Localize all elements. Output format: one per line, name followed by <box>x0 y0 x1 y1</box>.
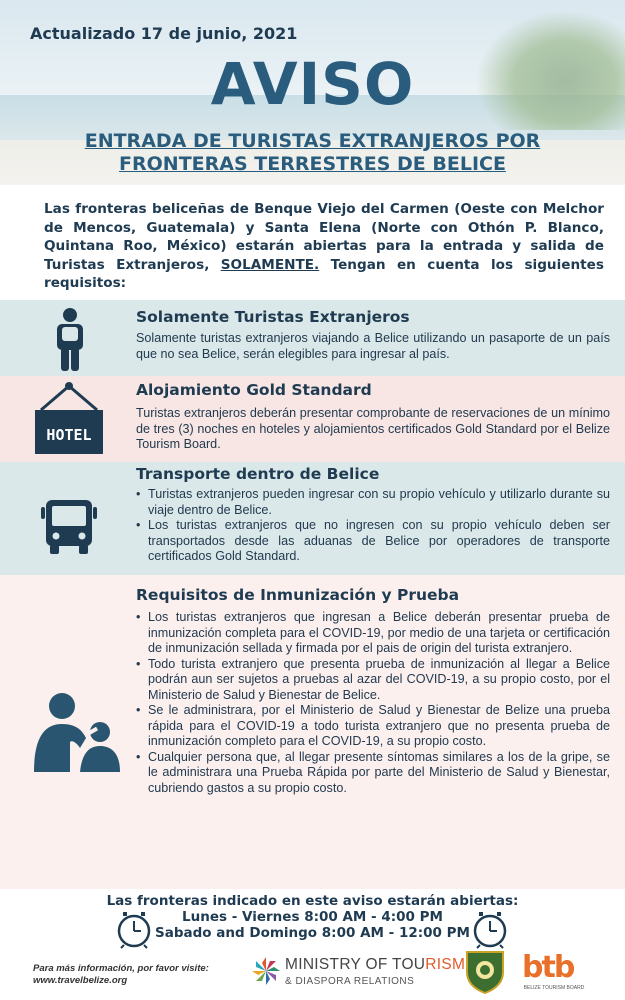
immunization-bullets <box>136 610 610 796</box>
intro-emphasis: SOLAMENTE. <box>220 256 320 273</box>
list-item: • Los turistas extranjeros que ingresan a Belice deberán presentar prueba de inmunización completa para el COVID-19, por medio de una tarjeta or certificación de inmunización sellada y firmada por el pais de origin del turista extranjero. <box>136 610 610 657</box>
ministry-logo-icon <box>250 955 282 987</box>
list-item: • Se le administrara, por el Ministerio de Salud y Bienestar de Belize una prueba rápida para el COVID-19 a todo turista extranjero que no presenta prueba de inmunización completo para el COVID-19, a su propio costo. <box>136 703 610 750</box>
more-info <box>33 963 209 987</box>
tourist-icon <box>48 306 92 372</box>
section-text-tourists: Solamente turistas extranjeros viajando a Belice utilizando un pasaporte de un país que no sea Belice, serán elegibles para ingresar al país. <box>136 331 610 361</box>
page-subtitle <box>0 130 625 176</box>
hotel-sign-icon <box>33 380 105 458</box>
btb-name: BELIZE TOURISM BOARD <box>523 985 585 991</box>
government-seal-icon <box>465 950 505 994</box>
clock-icon <box>116 911 152 949</box>
section-title-tourists: Solamente Turistas Extranjeros <box>136 308 410 326</box>
ministry-name: MINISTRY OF TOURISM <box>285 956 466 973</box>
hours-weekday: Lunes - Viernes 8:00 AM - 4:00 PM <box>182 909 443 925</box>
section-title-transport: Transporte dentro de Belice <box>136 465 380 483</box>
section-title-immunization: Requisitos de Inmunización y Prueba <box>136 586 460 604</box>
list-item: • Los turistas extranjeros que no ingresen con su propio vehículo deben ser transportados desde las aduanas de Belice por operadores de transporte certificados Gold Standard. <box>136 518 610 565</box>
ministry-subtitle: & DIASPORA RELATIONS <box>285 976 415 987</box>
website-link[interactable]: www.travelbelize.org <box>33 975 128 986</box>
intro-text: Las fronteras beliceñas de Benque Viejo del Carmen (Oeste con Melchor de Mencos, Guatemala) y Santa Elena (Norte con Othón P. Blanco, Quintana Roo, México) estarán abiertas para la entrada y salida de Turistas Extranjeros, <box>44 201 604 273</box>
intro-text-end: Tengan en cuenta los siguientes requisitos: <box>44 256 604 291</box>
more-info-label: Para más información, por favor visite: <box>33 963 209 974</box>
list-item: • Cualquier persona que, al llegar presente síntomas similares a los de la gripe, se le administrara una Prueba Rápida por parte del Ministerio de Salud y Bienestar, cubriendo gastos a su propio costo. <box>136 750 610 797</box>
hotel-sign-label: HOTEL <box>46 426 92 444</box>
list-item: • Turistas extranjeros pueden ingresar con su propio vehículo y utilizarlo durante su viaje dentro de Belice. <box>136 487 610 518</box>
subtitle-line-1: ENTRADA DE TURISTAS EXTRANJEROS POR <box>84 130 541 152</box>
subtitle-line-2: FRONTERAS TERRESTRES DE BELICE <box>119 153 506 175</box>
bus-icon <box>40 498 98 556</box>
transport-bullets <box>136 487 610 565</box>
intro-paragraph <box>44 200 604 293</box>
hours-weekend: Sabado and Domingo 8:00 AM - 12:00 PM <box>155 925 470 941</box>
page-title: AVISO <box>210 50 415 118</box>
btb-logo: btb <box>522 950 574 985</box>
section-text-hotel: Turistas extranjeros deberán presentar comprobante de reservaciones de un mínimo de tres (3) noches en hoteles y alojamientos certificados Gold Standard por el Belize Tourism Board. <box>136 406 610 451</box>
hours-title: Las fronteras indicado en este aviso estarán abiertas: <box>106 893 519 909</box>
list-item: • Todo turista extranjero que presenta prueba de inmunización al llegar a Belice podrán aun ser sujetos a pruebas al azar del COVID-19, a su propio costo, por el Ministerio de Salud y Bienestar de Belice. <box>136 657 610 704</box>
opening-hours <box>0 909 625 941</box>
vaccination-icon <box>30 690 122 772</box>
section-title-hotel: Alojamiento Gold Standard <box>136 381 372 399</box>
update-date: Actualizado 17 de junio, 2021 <box>30 24 298 43</box>
clock-icon <box>472 911 508 949</box>
